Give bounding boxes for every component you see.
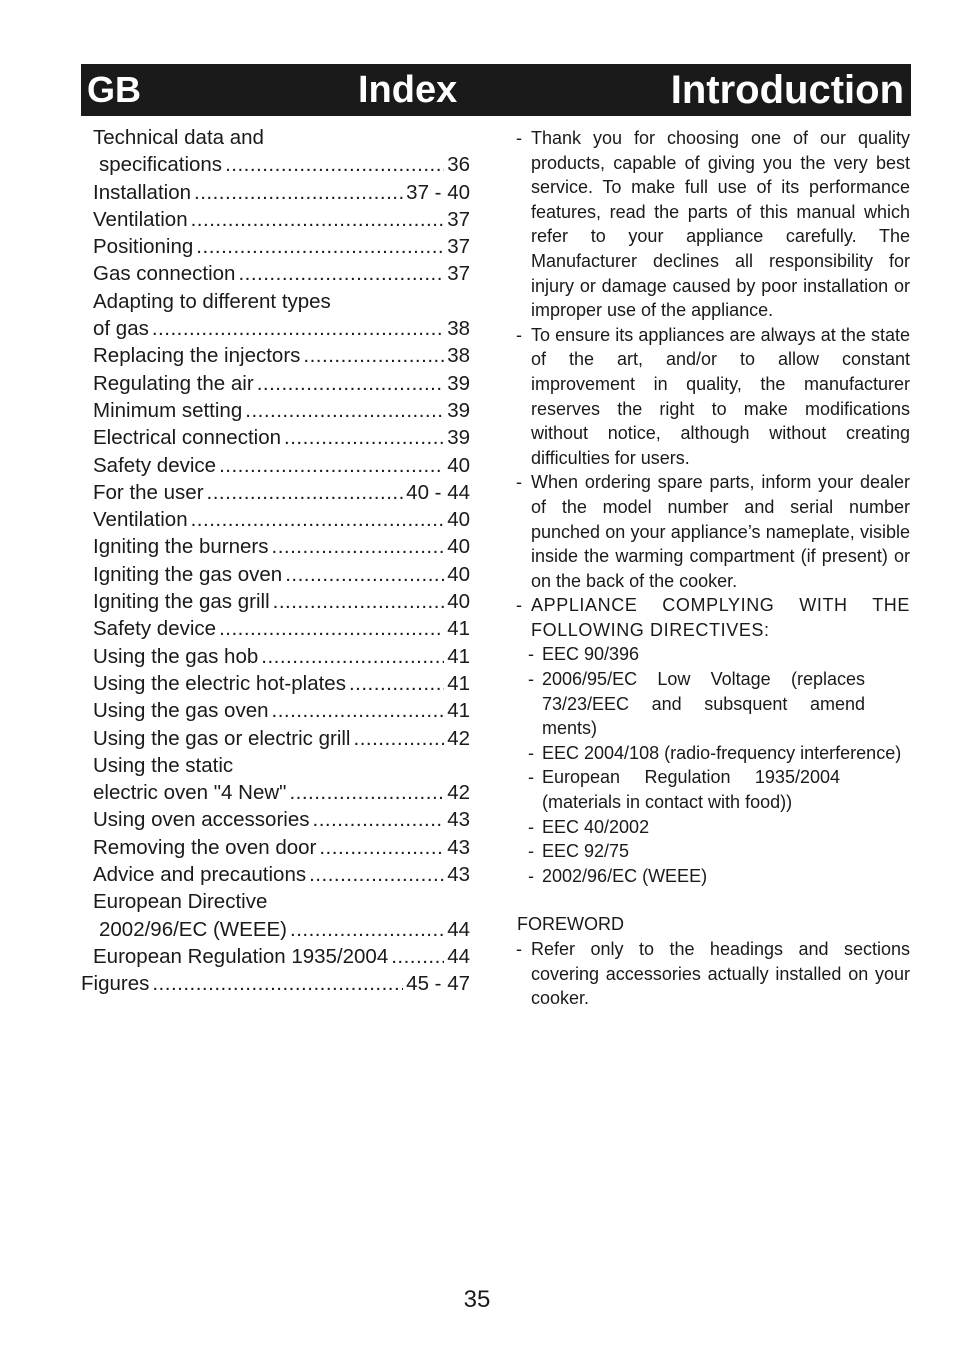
toc-entry xyxy=(81,561,470,588)
toc-entry xyxy=(81,233,470,260)
toc-entry-page: 42 xyxy=(447,781,470,805)
toc-entry-page: 44 xyxy=(447,917,470,941)
toc-leader-dots xyxy=(354,725,445,752)
toc-entry xyxy=(81,697,470,724)
toc-entry-page: 43 xyxy=(447,835,470,859)
toc-leader-dots xyxy=(273,588,445,615)
toc-entry-label: Using the gas oven xyxy=(93,699,269,723)
toc-leader-dots xyxy=(303,342,444,369)
directive-item: - EEC 90/396 xyxy=(528,642,910,667)
directive-item: - EEC 40/2002 xyxy=(528,815,910,840)
toc-entry-label: Regulating the air xyxy=(93,371,254,395)
toc-leader-dots xyxy=(219,615,444,642)
directive-item: - 2002/96/EC (WEEE) xyxy=(528,864,910,889)
toc-entry-page: 42 xyxy=(447,726,470,750)
toc-entry-page: 38 xyxy=(447,317,470,341)
directive-item: - EEC 2004/108 (radio-frequency interference) xyxy=(528,741,910,766)
toc-entry-page: 37 - 40 xyxy=(406,180,470,204)
toc-entry-label: Replacing the injectors xyxy=(93,344,301,368)
toc-entry-label: Ventilation xyxy=(93,207,188,231)
toc-leader-dots xyxy=(313,806,445,833)
toc-entry-page: 41 xyxy=(447,644,470,668)
toc-entry-label: Adapting to different types xyxy=(93,289,331,313)
directive-item: - European Regulation 1935/2004 (materials in contact with food)) xyxy=(528,765,910,814)
toc-entry-label: European Regulation 1935/2004 xyxy=(93,944,389,968)
toc-entry xyxy=(81,424,470,451)
toc-leader-dots xyxy=(207,479,404,506)
toc-leader-dots xyxy=(349,670,444,697)
toc-entry-label: 2002/96/EC (WEEE) xyxy=(99,917,287,941)
toc-entry xyxy=(81,588,470,615)
intro-paragraph: - To ensure its appliances are always at the state of the art, and/or to allow constant improvement in quality, the manufacturer reserves the right to make modifications without notice, although without creating difficulties for users. xyxy=(516,323,910,471)
toc-entry xyxy=(81,179,470,206)
toc-entry-label: Using the electric hot-plates xyxy=(93,671,346,695)
toc-leader-dots xyxy=(391,943,444,970)
introduction-title: Introduction xyxy=(670,68,904,112)
toc-leader-dots xyxy=(191,206,445,233)
toc-entry-page: 40 xyxy=(447,562,470,586)
toc-leader-dots xyxy=(319,834,444,861)
introduction-text xyxy=(516,126,910,1011)
intro-paragraph: - When ordering spare parts, inform your dealer of the model number and serial number punched on your appliance’s nameplate, visible inside the warming compartment (if present) or on the back of the cooker. xyxy=(516,470,910,593)
toc-leader-dots xyxy=(152,315,444,342)
toc-entry-label: Gas connection xyxy=(93,262,236,286)
toc-leader-dots xyxy=(272,697,445,724)
toc-entry xyxy=(81,615,470,642)
toc-entry-label: electric oven "4 New" xyxy=(93,781,287,805)
toc-entry-page: 40 - 44 xyxy=(406,480,470,504)
toc-entry xyxy=(81,397,470,424)
toc-entry-label: Positioning xyxy=(93,235,194,259)
toc-entry-label: Advice and precautions xyxy=(93,863,307,887)
toc-entry-page: 44 xyxy=(447,944,470,968)
toc-entry xyxy=(81,533,470,560)
toc-entry-label: European Directive xyxy=(93,890,268,914)
toc-entry-page: 36 xyxy=(447,153,470,177)
foreword-text: - Refer only to the headings and sections covering accessories actually installed on your cooker. xyxy=(516,937,910,1011)
toc-leader-dots xyxy=(289,779,444,806)
toc-entry-label: For the user xyxy=(93,480,204,504)
toc-entry-page: 43 xyxy=(447,808,470,832)
toc-leader-dots xyxy=(284,424,444,451)
toc-entry-label: of gas xyxy=(93,317,149,341)
toc-leader-dots xyxy=(152,970,403,997)
toc-entry-page: 39 xyxy=(447,398,470,422)
toc-entry-page: 40 xyxy=(447,535,470,559)
language-code: GB xyxy=(87,69,141,110)
toc-entry xyxy=(81,452,470,479)
toc-entry-page: 40 xyxy=(447,590,470,614)
toc-leader-dots xyxy=(238,260,444,287)
toc-entry xyxy=(81,151,470,178)
toc-entry-page: 39 xyxy=(447,371,470,395)
toc-entry-label: Safety device xyxy=(93,453,217,477)
toc-entry-label: Ventilation xyxy=(93,508,188,532)
toc-entry xyxy=(81,806,470,833)
toc-entry-page: 37 xyxy=(447,207,470,231)
toc-entry xyxy=(81,506,470,533)
toc-entry xyxy=(81,779,470,806)
toc-entry-page: 39 xyxy=(447,426,470,450)
toc-entry xyxy=(81,725,470,752)
toc-entry-label: Technical data and xyxy=(93,126,264,149)
toc-leader-dots xyxy=(290,916,444,943)
toc-leader-dots xyxy=(257,370,445,397)
intro-paragraph: - Thank you for choosing one of our quality products, capable of giving you the very best service. To make full use of its performance features, read the parts of this manual which refer to your appliance carefully. The Manufacturer declines all responsibility for injury or damage caused by poor installation or improper use of the appliance. xyxy=(516,126,910,323)
toc-entry xyxy=(81,834,470,861)
toc-entry xyxy=(81,888,470,915)
toc-entry-label: Igniting the gas oven xyxy=(93,562,283,586)
toc-entry-label: Figures xyxy=(81,972,150,996)
toc-entry-page: 45 - 47 xyxy=(406,972,470,996)
toc-entry-page: 40 xyxy=(447,508,470,532)
toc-entry-page: 41 xyxy=(447,671,470,695)
toc-leader-dots xyxy=(261,643,444,670)
toc-entry-label: Using oven accessories xyxy=(93,808,310,832)
toc-entry-label: specifications xyxy=(99,153,223,177)
toc-entry xyxy=(81,943,470,970)
toc-entry xyxy=(81,970,470,997)
toc-entry-page: 41 xyxy=(447,699,470,723)
toc-entry xyxy=(81,479,470,506)
page-number: 35 xyxy=(463,1286,491,1313)
toc-entry-page: 43 xyxy=(447,863,470,887)
toc-entry-label: Installation xyxy=(93,180,192,204)
toc-entry xyxy=(81,206,470,233)
foreword-heading: FOREWORD xyxy=(517,914,624,935)
toc-entry-page: 37 xyxy=(447,235,470,259)
toc-leader-dots xyxy=(219,452,444,479)
directive-item: - 2006/95/EC Low Voltage (replaces 73/23/EEC and subsquent amend ments) xyxy=(528,667,910,741)
table-of-contents xyxy=(81,124,470,998)
toc-leader-dots xyxy=(194,179,403,206)
toc-entry-label: Igniting the gas grill xyxy=(93,590,270,614)
toc-entry xyxy=(81,861,470,888)
toc-leader-dots xyxy=(309,861,444,888)
toc-entry-page: 41 xyxy=(447,617,470,641)
toc-leader-dots xyxy=(285,561,444,588)
page-header xyxy=(81,64,911,116)
toc-leader-dots xyxy=(191,506,445,533)
toc-entry xyxy=(81,643,470,670)
toc-entry-label: Electrical connection xyxy=(93,426,282,450)
toc-entry xyxy=(81,288,470,315)
toc-entry-label: Using the gas or electric grill xyxy=(93,726,351,750)
toc-entry-label: Removing the oven door xyxy=(93,835,317,859)
toc-entry xyxy=(81,916,470,943)
toc-entry xyxy=(81,260,470,287)
toc-entry xyxy=(81,370,470,397)
toc-entry xyxy=(81,752,470,779)
toc-entry xyxy=(81,670,470,697)
toc-entry-label: Minimum setting xyxy=(93,398,243,422)
toc-entry xyxy=(81,342,470,369)
directives-list xyxy=(528,642,910,888)
toc-entry-label: Safety device xyxy=(93,617,217,641)
toc-leader-dots xyxy=(272,533,445,560)
toc-leader-dots xyxy=(196,233,444,260)
toc-entry-page: 37 xyxy=(447,262,470,286)
toc-entry-page: 38 xyxy=(447,344,470,368)
directive-item: - EEC 92/75 xyxy=(528,839,910,864)
toc-entry-label: Using the gas hob xyxy=(93,644,259,668)
toc-entry-page: 40 xyxy=(447,453,470,477)
toc-entry-label: Igniting the burners xyxy=(93,535,269,559)
toc-entry-label: Using the static xyxy=(93,753,234,777)
compliance-heading: - APPLIANCE COMPLYING WITH THE FOLLOWING DIRECTIVES: xyxy=(516,593,910,642)
toc-leader-dots xyxy=(225,151,444,178)
toc-entry xyxy=(81,124,470,151)
index-title: Index xyxy=(358,69,458,111)
toc-leader-dots xyxy=(245,397,444,424)
toc-entry xyxy=(81,315,470,342)
